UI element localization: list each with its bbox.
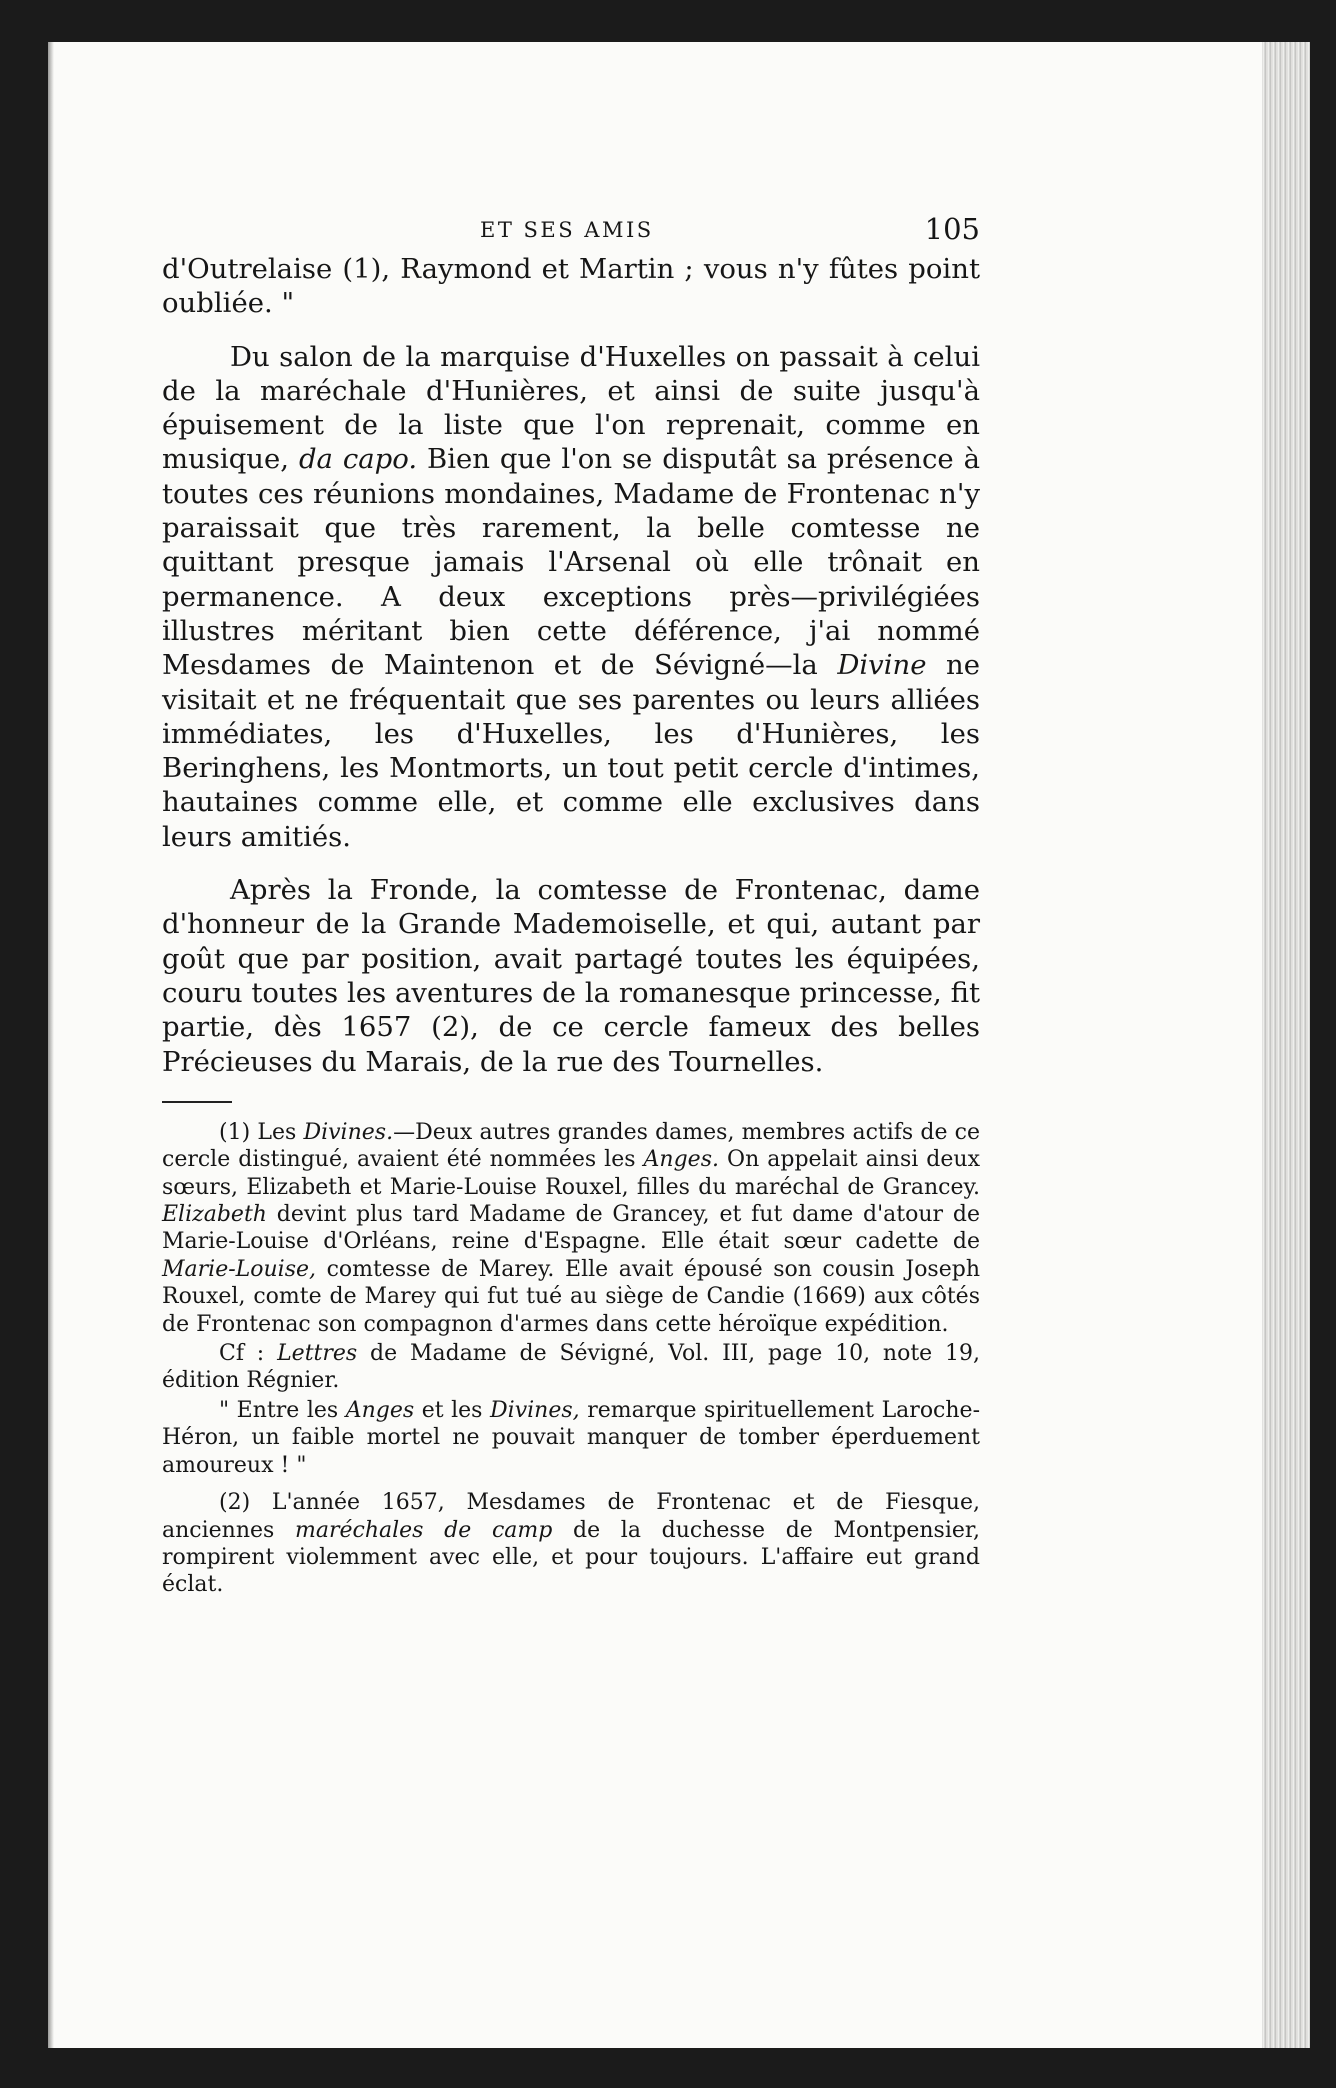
page-number: 105 — [924, 212, 980, 246]
text-run: On appelait ainsi deux sœurs, Elizabeth et Marie-Louise Rouxel, filles du maréchal de Grancey. — [162, 1147, 980, 1200]
text-run: Du salon de la marquise d'Huxelles on passait à celui de la maréchale d'Hunières, et ainsi de suite jusqu'à épuisement de la liste que l'on reprenait, comme en musique, — [162, 340, 980, 476]
text-run: de la duchesse de Montpensier, rompirent violemment avec elle, et pour toujours. L'affaire eut grand éclat. — [162, 1517, 980, 1598]
text-run: —Deux autres grandes dames, membres actifs de ce cercle distingué, avaient été nommées les — [162, 1119, 980, 1173]
footnote — [162, 1119, 980, 1338]
paragraph — [162, 340, 980, 854]
italic-run: Lettres — [277, 1341, 358, 1367]
footnote-rule — [162, 1101, 232, 1103]
footnote — [162, 1489, 980, 1599]
text-run: " Entre les — [219, 1397, 346, 1423]
text-run: remarque spirituellement Laroche-Héron, un faible mortel ne pouvait manquer de tomber éperduement amoureux ! " — [162, 1397, 981, 1478]
text-run: et les — [414, 1397, 491, 1423]
text-run: Après la Fronde, la comtesse de Frontenac, dame d'honneur de la Grande Mademoiselle, et qui, autant par goût que par position, avait partagé toutes les équipées, couru toutes les aventures de la romanesque princesse, fit partie, dès 1657 (2), de ce cercle fameux des belles Précieuses du Marais, de la rue des Tournelles. — [162, 874, 980, 1078]
footnotes — [162, 1119, 980, 1599]
page-gutter-shadow — [48, 42, 54, 2048]
italic-run: Divines. — [303, 1119, 394, 1145]
text-run: de Madame de Sévigné, Vol. III, page 10, note 19, édition Régnier. — [162, 1341, 981, 1394]
text-block — [162, 212, 980, 1599]
italic-run: Divines, — [490, 1397, 580, 1423]
page-edge-stack — [1262, 42, 1310, 2048]
italic-run: da capo. — [298, 443, 418, 476]
footnote — [162, 1340, 980, 1395]
footnote — [162, 1397, 980, 1479]
italic-run: Anges — [345, 1397, 415, 1423]
body-text — [162, 252, 980, 1079]
running-title: ET SES AMIS — [480, 218, 654, 242]
italic-run: Elizabeth — [162, 1202, 267, 1228]
italic-run: maréchales de camp — [295, 1517, 553, 1543]
text-run: Bien que l'on se disputât sa présence à toutes ces réunions mondaines, Madame de Frontenac n'y paraissait que très rarement, la belle comtesse ne quittant presque jamais l'Arsenal où elle trônait en permanence. A deux exceptions près—privilégiées illustres méritant bien cette déférence, j'ai nommé Mesdames de Maintenon et de Sévigné—la — [162, 443, 981, 682]
text-run: devint plus tard Madame de Grancey, et fut dame d'atour de Marie-Louise d'Orléans, reine d'Espagne. Elle était sœur cadette de — [162, 1202, 980, 1255]
italic-run: Divine — [837, 649, 927, 682]
text-run: d'Outrelaise (1), Raymond et Martin ; vous n'y fûtes point oubliée. " — [162, 253, 980, 320]
italic-run: Anges. — [643, 1147, 719, 1173]
text-run: Cf : — [219, 1341, 278, 1367]
paragraph — [162, 252, 980, 321]
text-run: (1) Les — [219, 1119, 304, 1145]
text-run: (2) L'année 1657, Mesdames de Frontenac et de Fiesque, anciennes — [162, 1490, 980, 1543]
text-run: comtesse de Marey. Elle avait épousé son cousin Joseph Rouxel, comte de Marey qui fut tué au siège de Candie (1669) aux côtés de Frontenac son compagnon d'armes dans cette héroïque expédition. — [162, 1256, 980, 1337]
running-head — [162, 212, 980, 252]
text-run: ne visitait et ne fréquentait que ses parentes ou leurs alliées immédiates, les d'Huxelles, les d'Hunières, les Beringhens, les Montmorts, un tout petit cercle d'intimes, hautaines comme elle, et comme elle exclusives dans leurs amitiés. — [162, 649, 980, 853]
paragraph — [162, 873, 980, 1079]
italic-run: Marie-Louise, — [162, 1256, 317, 1282]
